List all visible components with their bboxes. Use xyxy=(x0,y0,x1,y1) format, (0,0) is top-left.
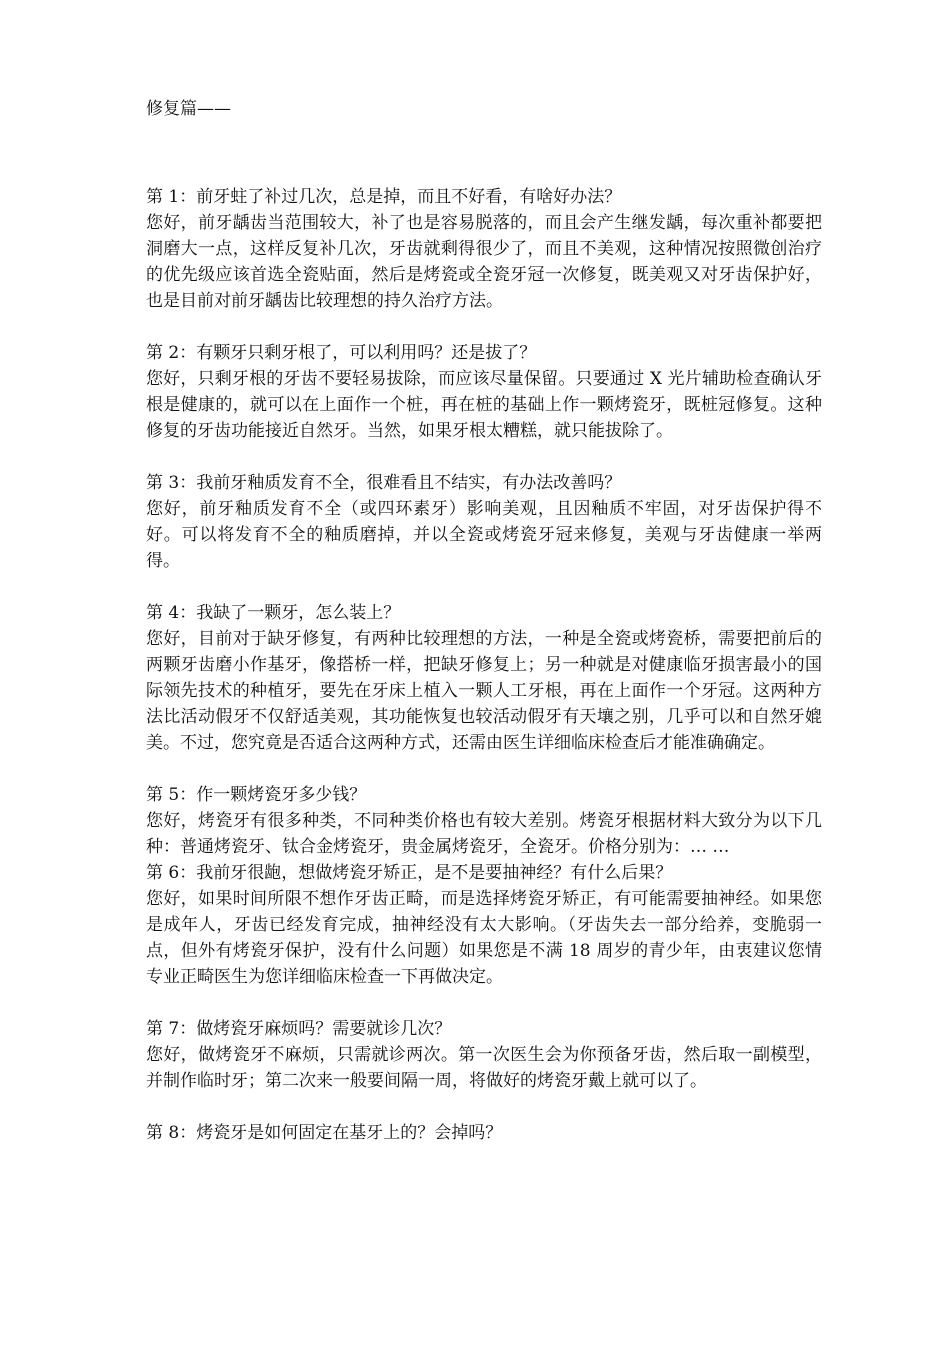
question-2: 第 2：有颗牙只剩牙根了，可以利用吗？还是拔了？ xyxy=(146,343,537,363)
qa-item-1 xyxy=(146,184,822,314)
answer-4: 您好，目前对于缺牙修复，有两种比较理想的方法，一种是全瓷或烤瓷桥，需要把前后的两颗牙齿磨小作基牙，像搭桥一样，把缺牙修复上；另一种就是对健康临牙损害最小的国际领先技术的种植牙，要先在牙床上植入一颗人工牙根，再在上面作一个牙冠。这两种方法比活动假牙不仅舒适美观，其功能恢复也较活动假牙有天壤之别，几乎可以和自然牙媲美。不过，您究竟是否适合这两种方式，还需由医生详细临床检查后才能准确确定。 xyxy=(146,629,822,753)
answer-1: 您好，前牙龋齿当范围较大，补了也是容易脱落的，而且会产生继发龋，每次重补都要把洞磨大一点，这样反复补几次，牙齿就剩得很少了，而且不美观，这种情况按照微创治疗的优先级应该首选全瓷贴面，然后是烤瓷或全瓷牙冠一次修复，既美观又对牙齿保护好，也是目前对前牙龋齿比较理想的持久治疗方法。 xyxy=(146,213,822,311)
qa-item-8 xyxy=(146,1120,822,1146)
answer-7: 您好，做烤瓷牙不麻烦，只需就诊两次。第一次医生会为你预备牙齿，然后取一副模型，并制作临时牙；第二次来一般要间隔一周，将做好的烤瓷牙戴上就可以了。 xyxy=(146,1045,822,1091)
question-7: 第 7：做烤瓷牙麻烦吗？需要就诊几次？ xyxy=(146,1019,452,1039)
answer-6: 您好，如果时间所限不想作牙齿正畸，而是选择烤瓷牙矫正，有可能需要抽神经。如果您是成年人，牙齿已经发育完成，抽神经没有太大影响。（牙齿失去一部分给养，变脆弱一点，但外有烤瓷牙保护，没有什么问题）如果您是不满 18 周岁的青少年，由衷建议您情专业正畸医生为您详细临床检查一下再做决定。 xyxy=(146,889,822,987)
question-3: 第 3：我前牙釉质发育不全，很难看且不结实，有办法改善吗？ xyxy=(146,473,622,493)
document-page xyxy=(146,96,822,1172)
question-5: 第 5：作一颗烤瓷牙多少钱？ xyxy=(146,785,367,805)
qa-item-4 xyxy=(146,600,822,756)
qa-item-5 xyxy=(146,782,822,860)
qa-item-7 xyxy=(146,1016,822,1094)
answer-3: 您好，前牙釉质发育不全（或四环素牙）影响美观，且因釉质不牢固，对牙齿保护得不好。可以将发育不全的釉质磨掉，并以全瓷或烤瓷牙冠来修复，美观与牙齿健康一举两得。 xyxy=(146,499,822,571)
qa-item-3 xyxy=(146,470,822,574)
question-8: 第 8：烤瓷牙是如何固定在基牙上的？会掉吗？ xyxy=(146,1123,503,1143)
question-4: 第 4：我缺了一颗牙，怎么装上？ xyxy=(146,603,401,623)
qa-item-6 xyxy=(146,860,822,990)
answer-5: 您好，烤瓷牙有很多种类，不同种类价格也有较大差别。烤瓷牙根据材料大致分为以下几种：普通烤瓷牙、钛合金烤瓷牙，贵金属烤瓷牙，全瓷牙。价格分别为：… … xyxy=(146,811,822,857)
question-1: 第 1：前牙蛀了补过几次，总是掉，而且不好看，有啥好办法？ xyxy=(146,187,622,207)
section-heading: 修复篇—— xyxy=(146,99,231,119)
answer-2: 您好，只剩牙根的牙齿不要轻易拔除，而应该尽量保留。只要通过 X 光片辅助检查确认牙根是健康的，就可以在上面作一个桩，再在桩的基础上作一颗烤瓷牙，既桩冠修复。这种修复的牙齿功能接近自然牙。当然，如果牙根太糟糕，就只能拔除了。 xyxy=(146,369,822,441)
qa-item-2 xyxy=(146,340,822,444)
question-6: 第 6：我前牙很龅，想做烤瓷牙矫正，是不是要抽神经？有什么后果？ xyxy=(146,863,673,883)
